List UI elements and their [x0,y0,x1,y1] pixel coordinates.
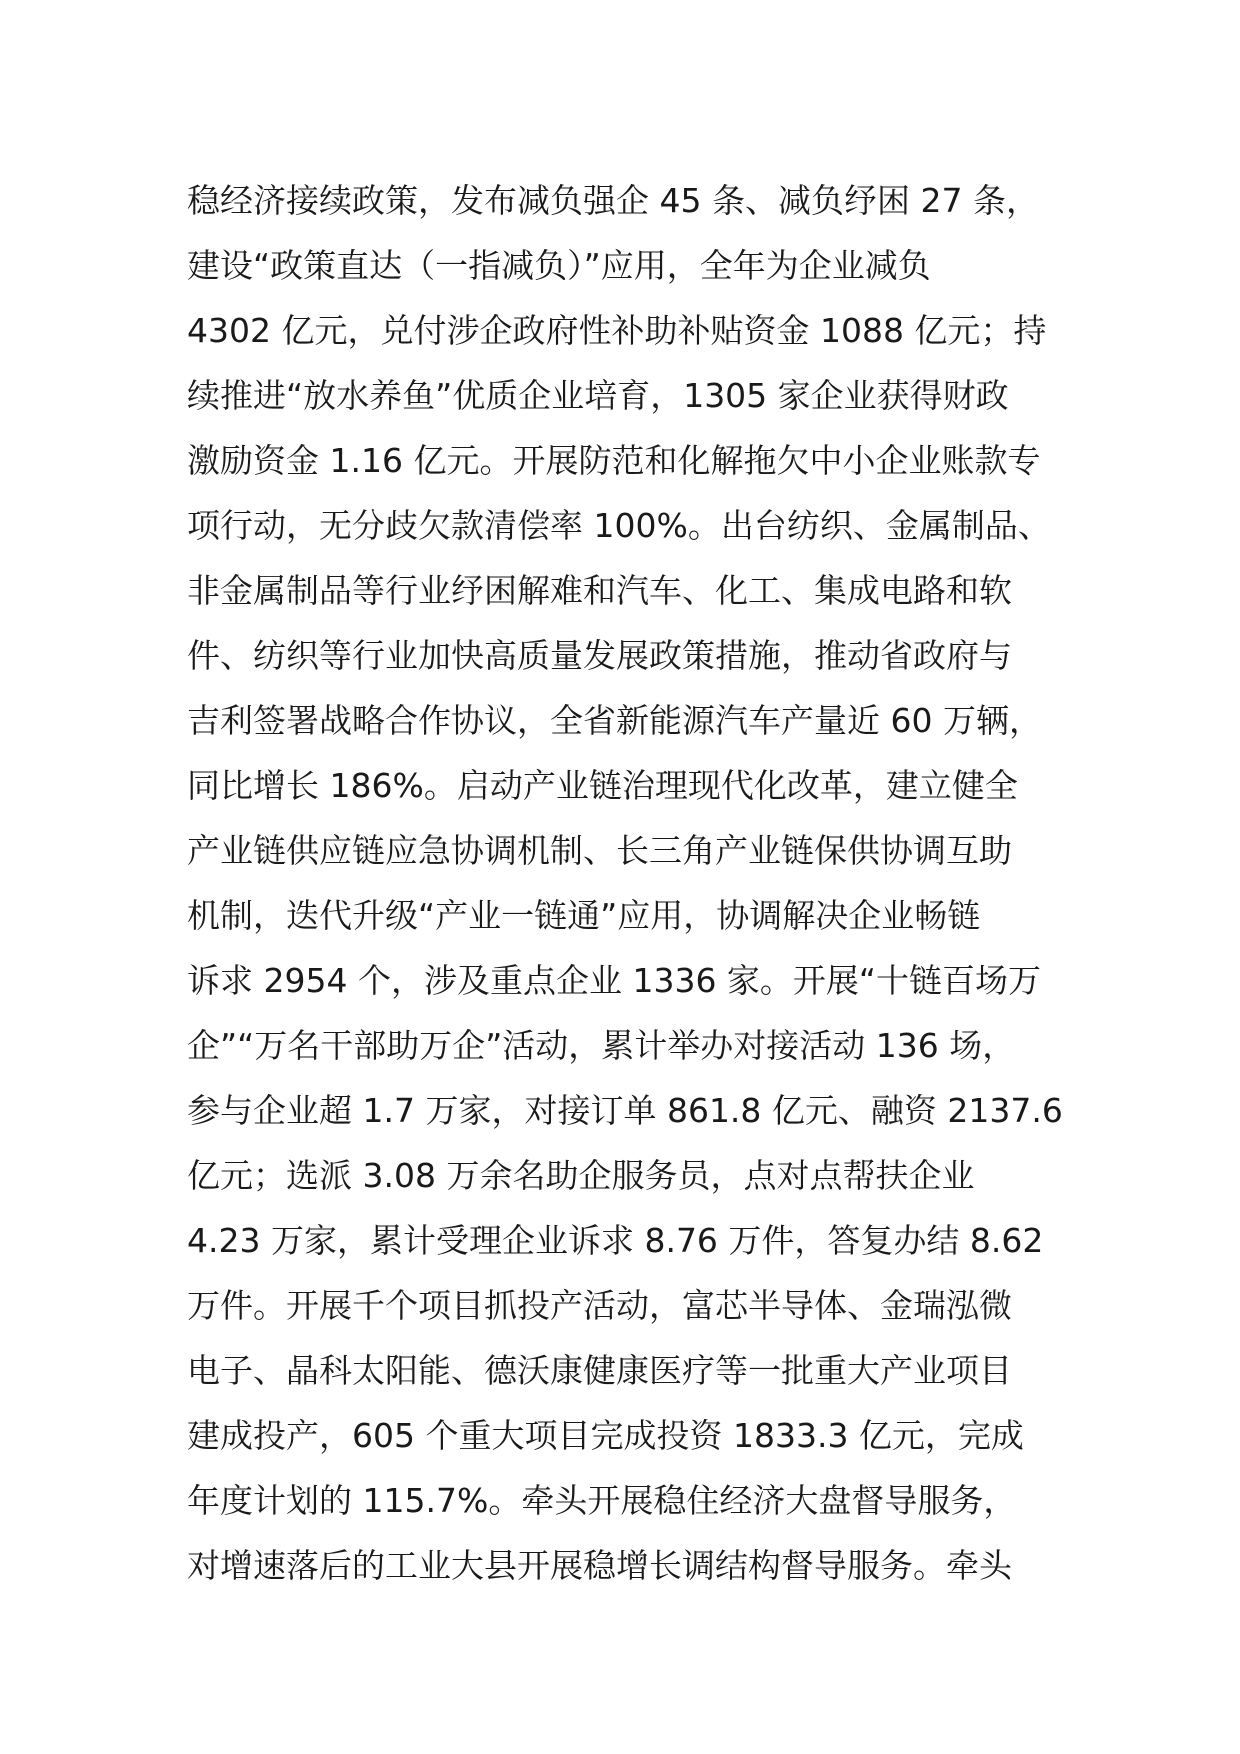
text-line: 同比增长 186%。启动产业链治理现代化改革，建立健全 [187,766,1018,805]
text-line: 吉利签署战略合作协议，全省新能源汽车产量近 60 万辆， [187,701,1042,740]
text-line: 电子、晶科太阳能、德沃康健康医疗等一批重大产业项目 [187,1351,1012,1390]
text-line: 建成投产，605 个重大项目完成投资 1833.3 亿元，完成 [187,1416,1024,1455]
text-line: 参与企业超 1.7 万家，对接订单 861.8 亿元、融资 2137.6 [187,1091,1063,1130]
text-line: 亿元；选派 3.08 万余名助企服务员，点对点帮扶企业 [187,1156,975,1195]
body-paragraph [187,168,1087,1598]
text-line: 激励资金 1.16 亿元。开展防范和化解拖欠中小企业账款专 [187,441,1041,480]
text-line: 万件。开展千个项目抓投产活动，富芯半导体、金瑞泓微 [187,1286,1012,1325]
text-line: 件、纺织等行业加快高质量发展政策措施，推动省政府与 [187,636,1012,675]
text-line: 企”“万名干部助万企”活动，累计举办对接活动 136 场， [187,1026,1016,1065]
text-line: 项行动，无分歧欠款清偿率 100%。出台纺织、金属制品、 [187,506,1051,545]
text-line: 非金属制品等行业纾困解难和汽车、化工、集成电路和软 [187,571,1012,610]
text-line: 建设“政策直达（一指减负）”应用，全年为企业减负 [187,246,931,285]
text-line: 对增速落后的工业大县开展稳增长调结构督导服务。牵头 [187,1546,1012,1585]
text-line: 诉求 2954 个，涉及重点企业 1336 家。开展“十链百场万 [187,961,1042,1000]
text-line: 续推进“放水养鱼”优质企业培育，1305 家企业获得财政 [187,376,1009,415]
text-line: 机制，迭代升级“产业一链通”应用，协调解决企业畅链 [187,896,981,935]
text-line: 4.23 万家，累计受理企业诉求 8.76 万件，答复办结 8.62 [187,1221,1044,1260]
text-line: 4302 亿元，兑付涉企政府性补助补贴资金 1088 亿元；持 [187,311,1047,350]
text-line: 产业链供应链应急协调机制、长三角产业链保供协调互助 [187,831,1012,870]
text-line: 年度计划的 115.7%。牵头开展稳住经济大盘督导服务， [187,1481,1017,1520]
text-line: 稳经济接续政策，发布减负强企 45 条、减负纾困 27 条， [187,181,1039,220]
